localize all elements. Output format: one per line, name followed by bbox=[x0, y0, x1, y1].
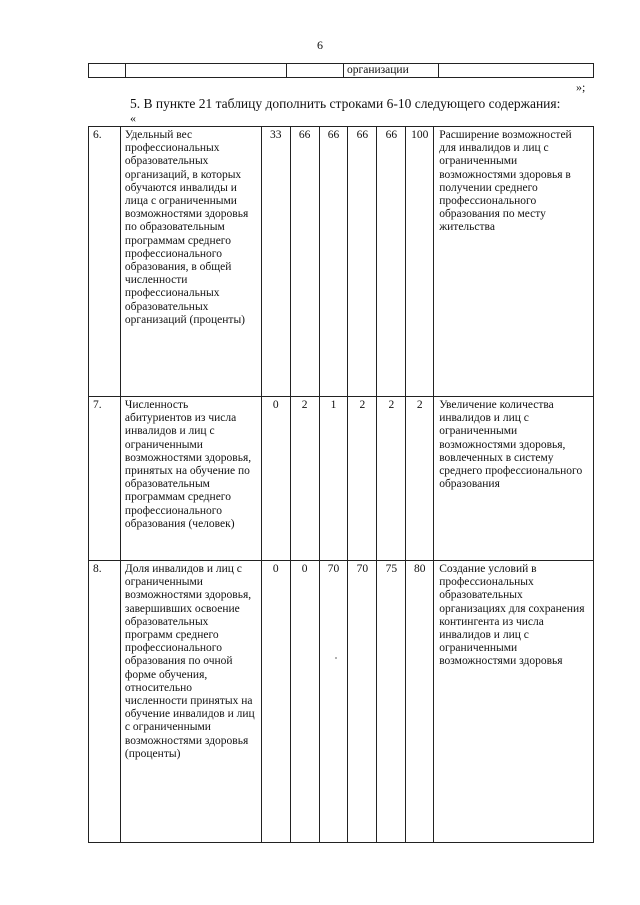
table-row bbox=[89, 397, 594, 561]
table-cell bbox=[439, 64, 594, 78]
page-number: 6 bbox=[317, 38, 323, 52]
table-row bbox=[89, 127, 594, 397]
closing-quote: »; bbox=[576, 80, 586, 94]
row-number: 7. bbox=[89, 397, 121, 561]
indicators-table bbox=[88, 126, 594, 843]
indicator-goal: Увеличение количества инвалидов и лиц с ограниченными возможностями здоровья, вовлеченных в систему среднего профессионального образования bbox=[434, 397, 594, 561]
table-cell bbox=[287, 64, 344, 78]
indicator-value: 66 bbox=[290, 127, 319, 397]
indicator-value: 70 bbox=[348, 561, 377, 843]
previous-table-end bbox=[88, 63, 594, 78]
indicator-name: Доля инвалидов и лиц с ограниченными возможностями здоровья, завершивших освоение образовательных программ среднего профессионального образования по очной форме обучения, относительно численности принятых на обучение инвалидов и лиц с ограниченными возможностями здоровья (проценты) bbox=[120, 561, 261, 843]
indicator-value: 66 bbox=[319, 127, 348, 397]
indicator-value: 0 bbox=[261, 561, 290, 843]
table-row bbox=[89, 561, 594, 843]
amendment-text: 5. В пункте 21 таблицу дополнить строками 6-10 следующего содержания: bbox=[130, 96, 561, 111]
indicator-value: 75 bbox=[377, 561, 406, 843]
indicator-value: 33 bbox=[261, 127, 290, 397]
indicator-value: 0 bbox=[261, 397, 290, 561]
table-cell bbox=[89, 64, 126, 78]
indicator-name: Численность абитуриентов из числа инвалидов и лиц с ограниченными возможностями здоровья, принятых на обучение по образовательным программам среднего профессионального образования (человек) bbox=[120, 397, 261, 561]
indicator-value: 2 bbox=[290, 397, 319, 561]
indicator-goal: Расширение возможностей для инвалидов и лиц с ограниченными возможностями здоровья в получении среднего профессионального образования по месту жительства bbox=[434, 127, 594, 397]
indicator-value: 1 bbox=[319, 397, 348, 561]
indicator-value: 66 bbox=[348, 127, 377, 397]
indicator-name: Удельный вес профессиональных образовательных организаций, в которых обучаются инвалиды и лица с ограниченными возможностями здоровья по образовательным программам среднего профессионального образования, в общей численности профессиональных образовательных организаций (проценты) bbox=[120, 127, 261, 397]
row-number: 6. bbox=[89, 127, 121, 397]
indicator-value: 2 bbox=[348, 397, 377, 561]
opening-quote: « bbox=[130, 111, 136, 125]
indicator-value: 2 bbox=[377, 397, 406, 561]
scan-speck bbox=[335, 657, 337, 659]
indicator-value: 80 bbox=[406, 561, 434, 843]
indicator-value: 2 bbox=[406, 397, 434, 561]
row-number: 8. bbox=[89, 561, 121, 843]
table-cell-organizations: организации bbox=[344, 64, 439, 78]
indicator-goal: Создание условий в профессиональных образовательных организациях для сохранения контингента из числа инвалидов и лиц с ограниченными возможностями здоровья bbox=[434, 561, 594, 843]
indicator-value: 100 bbox=[406, 127, 434, 397]
table-cell bbox=[126, 64, 287, 78]
indicator-value: 66 bbox=[377, 127, 406, 397]
indicator-value: 70 bbox=[319, 561, 348, 843]
indicator-value: 0 bbox=[290, 561, 319, 843]
